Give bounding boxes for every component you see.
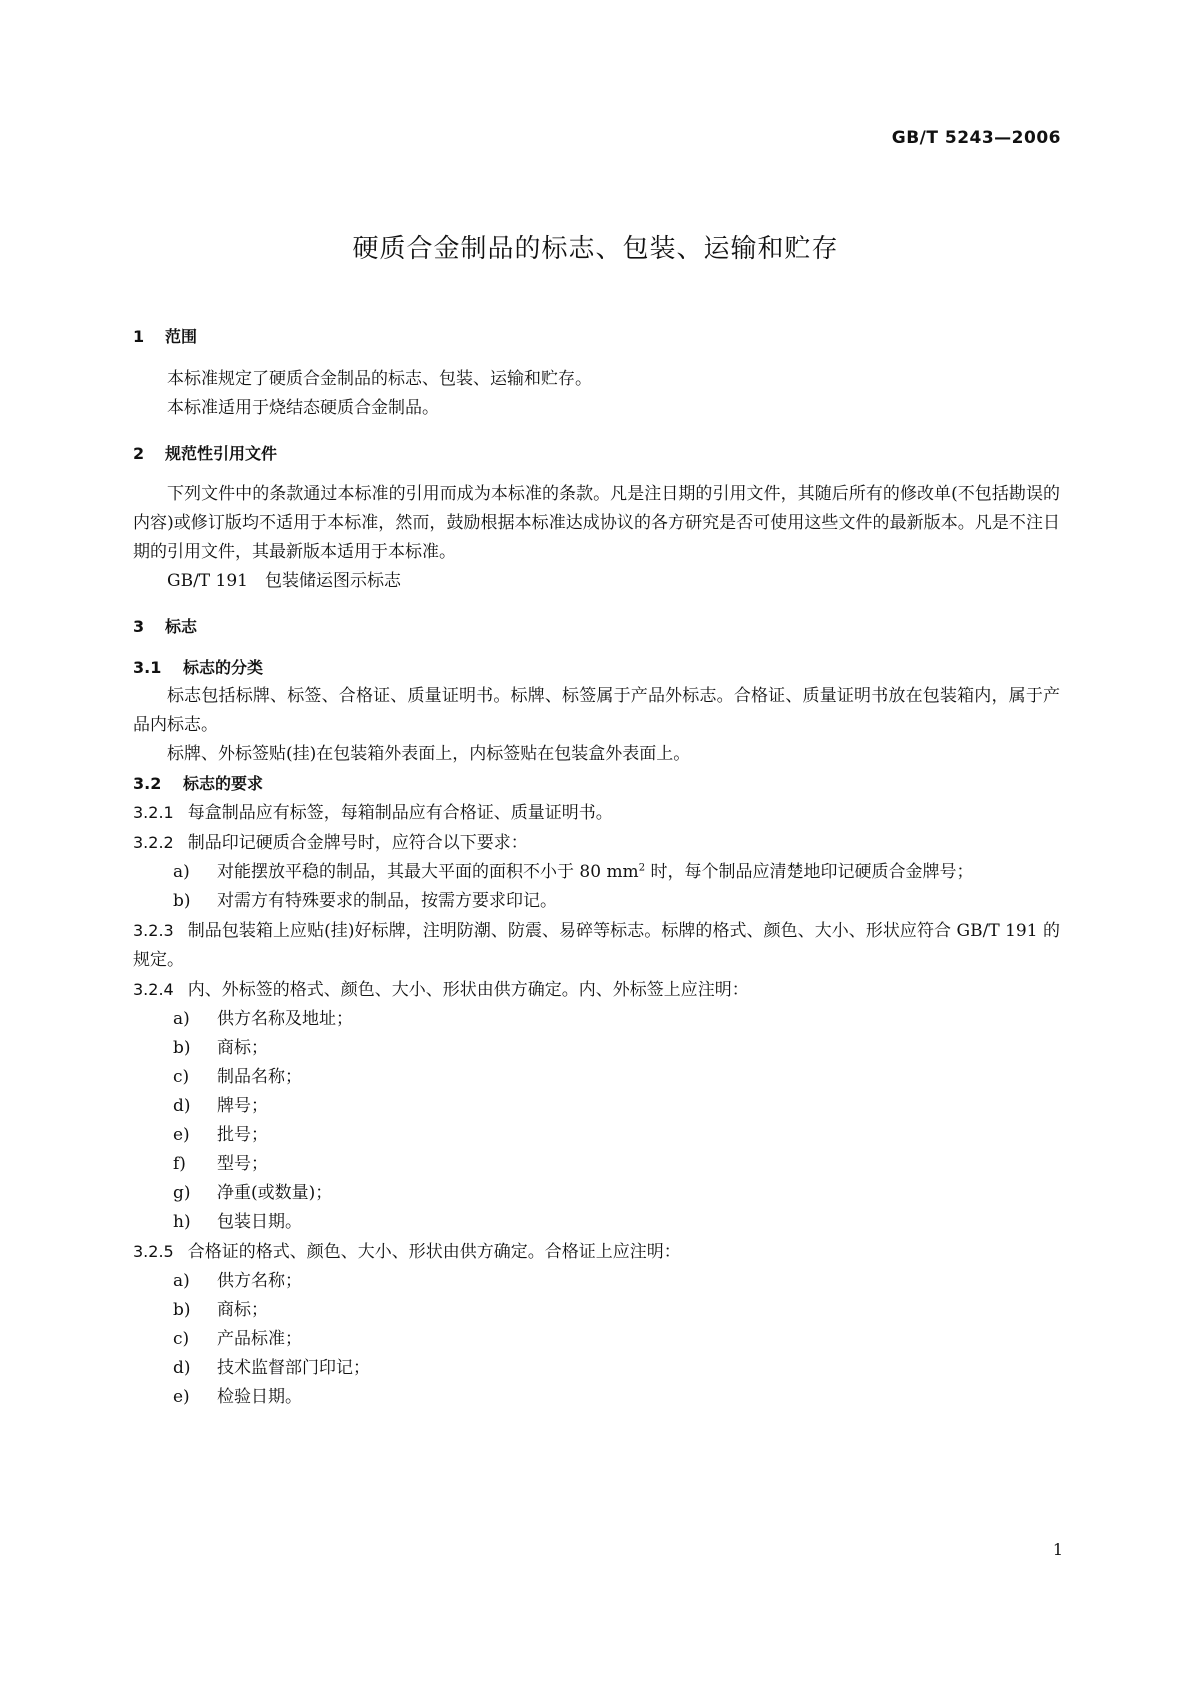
list-item (133, 1005, 1060, 1034)
clause-number: 3.2.5 (133, 1242, 174, 1261)
list-item-label: g) (173, 1183, 191, 1203)
list-item (133, 1208, 1060, 1237)
clause-3-2-1 (133, 798, 1060, 828)
section-title: 标志 (165, 617, 198, 636)
clause-3-2-4 (133, 975, 1060, 1005)
section-title: 规范性引用文件 (165, 444, 278, 463)
list-item (133, 1267, 1060, 1296)
section-2-paragraph-1: 下列文件中的条款通过本标准的引用而成为本标准的条款。凡是注日期的引用文件，其随后所有的修改单(不包括勘误的内容)或修订版均不适用于本标准，然而，鼓励根据本标准达成协议的各方研究是否可使用这些文件的最新版本。凡是不注日期的引用文件，其最新版本适用于本标准。 (133, 484, 1060, 562)
list-item-label: d) (173, 1096, 191, 1116)
clause-number: 3.2.1 (133, 803, 174, 822)
document-body (133, 322, 1060, 1412)
list-item-label: c) (173, 1067, 190, 1087)
list-item (133, 1063, 1060, 1092)
list-item-label: e) (173, 1125, 190, 1145)
list-item-text: 商标； (217, 1300, 268, 1320)
clause-text: 合格证的格式、颜色、大小、形状由供方确定。合格证上应注明： (187, 1242, 681, 1262)
list-item (133, 1034, 1060, 1063)
list-item (133, 1092, 1060, 1121)
list-item-text: 制品名称； (217, 1067, 302, 1087)
list-item-text: 包装日期。 (217, 1212, 302, 1232)
list-item (133, 887, 1060, 916)
list-item (133, 1354, 1060, 1383)
section-3-1-heading (133, 653, 1060, 682)
list-item-label: a) (173, 1271, 190, 1291)
list-item-text: 供方名称及地址； (217, 1009, 353, 1029)
section-number: 3 (133, 617, 145, 636)
list-item-text: 批号； (217, 1125, 268, 1145)
list-item-text: 产品标准； (217, 1329, 302, 1349)
clause-text: 内、外标签的格式、颜色、大小、形状由供方确定。内、外标签上应注明： (187, 980, 749, 1000)
clause-number: 3.2.2 (133, 833, 174, 852)
section-number: 3.2 (133, 774, 162, 793)
list-item (133, 1121, 1060, 1150)
normative-reference: GB/T 191 包装储运图示标志 (167, 571, 401, 591)
page-number: 1 (1052, 1540, 1063, 1559)
list-item-label: b) (173, 1300, 191, 1320)
list-item-text: 技术监督部门印记； (217, 1358, 370, 1378)
list-item-label: h) (173, 1212, 191, 1232)
section-3-heading (133, 612, 1060, 641)
list-item (133, 1296, 1060, 1325)
list-item-text: 对能摆放平稳的制品，其最大平面的面积不小于 80 $mm^2$ 时，每个制品应清楚地印记硬质合金牌号； (217, 862, 974, 882)
list-item-text: 净重(或数量)； (217, 1183, 333, 1203)
list-item-text: 型号； (217, 1154, 268, 1174)
list-item (133, 1150, 1060, 1179)
clause-3-2-3 (133, 916, 1060, 975)
section-number: 3.1 (133, 658, 162, 677)
section-title: 标志的要求 (183, 774, 264, 793)
section-3-1-paragraph-2: 标牌、外标签贴(挂)在包装箱外表面上，内标签贴在包装盒外表面上。 (167, 744, 691, 764)
list-item-text: 检验日期。 (217, 1387, 302, 1407)
list-item-text: 供方名称； (217, 1271, 302, 1291)
section-3-2-heading (133, 769, 1060, 798)
section-1-paragraph-1: 本标准规定了硬质合金制品的标志、包装、运输和贮存。 (167, 369, 592, 389)
list-item-label: a) (173, 1009, 190, 1029)
section-number: 2 (133, 444, 145, 463)
section-3-1-paragraph-1: 标志包括标牌、标签、合格证、质量证明书。标牌、标签属于产品外标志。合格证、质量证明书放在包装箱内，属于产品内标志。 (133, 686, 1060, 735)
section-2-heading (133, 439, 1060, 468)
section-1-heading (133, 322, 1060, 351)
list-item-label: f) (173, 1154, 186, 1174)
section-1-paragraph-2: 本标准适用于烧结态硬质合金制品。 (167, 398, 439, 418)
list-item-label: b) (173, 891, 191, 911)
list-item-label: d) (173, 1358, 191, 1378)
clause-3-2-5 (133, 1237, 1060, 1267)
list-item (133, 858, 1060, 887)
clause-text: 制品印记硬质合金牌号时，应符合以下要求： (187, 833, 528, 853)
clause-3-2-2 (133, 828, 1060, 858)
list-item-text: 对需方有特殊要求的制品，按需方要求印记。 (217, 891, 557, 911)
list-item-text: 商标； (217, 1038, 268, 1058)
clause-text: 制品包装箱上应贴(挂)好标牌，注明防潮、防震、易碎等标志。标牌的格式、颜色、大小、形状应符合 GB/T 191 的规定。 (133, 921, 1060, 970)
clause-number: 3.2.3 (133, 921, 174, 940)
list-item (133, 1383, 1060, 1412)
document-title: 硬质合金制品的标志、包装、运输和贮存 (352, 234, 839, 264)
list-item-label: e) (173, 1387, 190, 1407)
clause-text: 每盒制品应有标签，每箱制品应有合格证、质量证明书。 (187, 803, 613, 823)
section-title: 范围 (165, 327, 198, 346)
list-item (133, 1179, 1060, 1208)
section-title: 标志的分类 (183, 658, 264, 677)
list-item-label: c) (173, 1329, 190, 1349)
standard-code: GB/T 5243—2006 (891, 128, 1061, 148)
list-item-label: a) (173, 862, 190, 882)
superscript: 2 (638, 862, 646, 874)
list-item (133, 1325, 1060, 1354)
section-number: 1 (133, 327, 145, 346)
list-item-label: b) (173, 1038, 191, 1058)
list-item-text: 牌号； (217, 1096, 268, 1116)
clause-number: 3.2.4 (133, 980, 174, 999)
